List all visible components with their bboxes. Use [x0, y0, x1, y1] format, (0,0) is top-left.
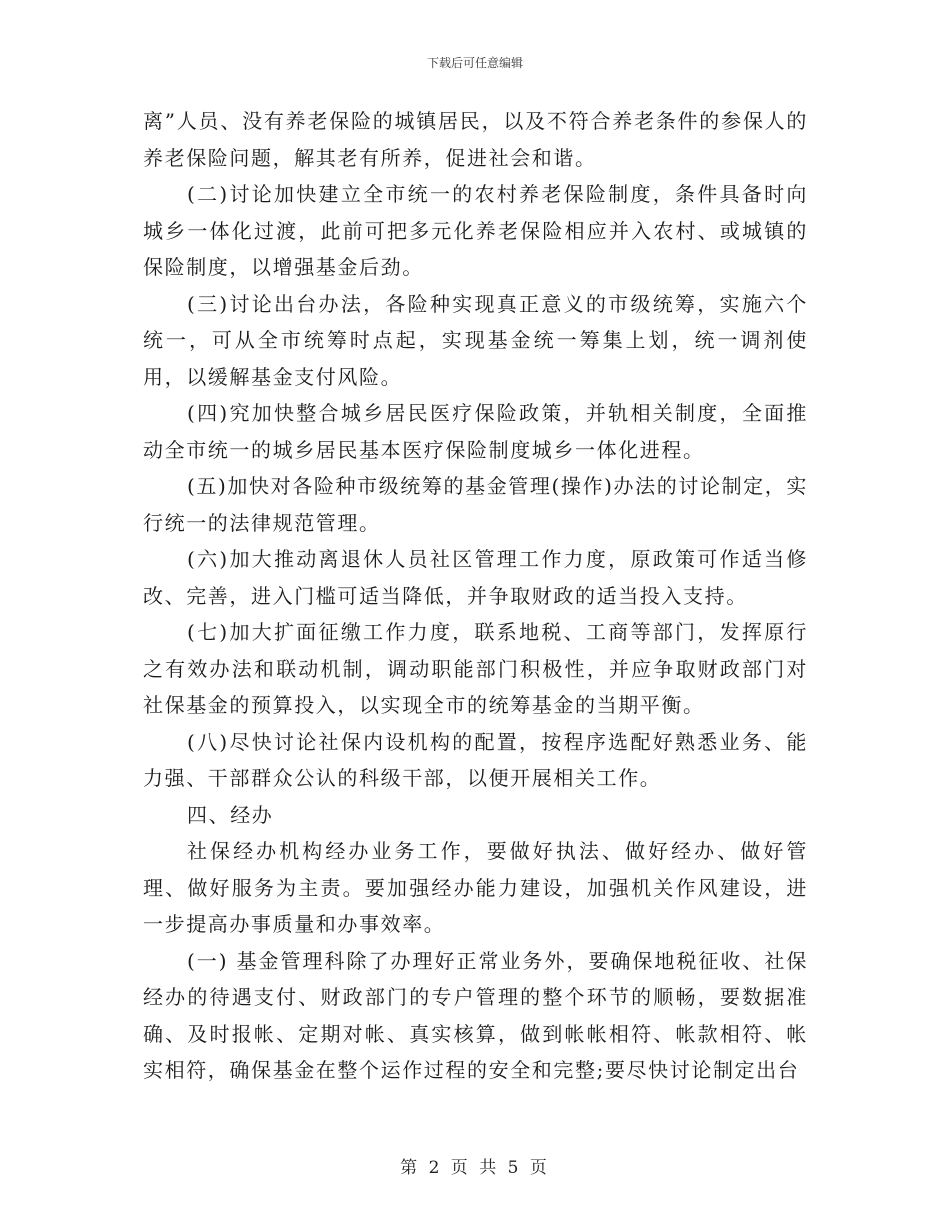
- paragraph-7: (七)加大扩面征缴工作力度，联系地税、工商等部门，发挥原行之有效办法和联动机制，调动职能部门积极性，并应争取财政部门对社保基金的预算投入，以实现全市的统筹基金的当期平衡。: [143, 620, 808, 717]
- document-body: [143, 103, 808, 1089]
- section-heading: 四、经办: [187, 802, 274, 827]
- page-header: 下载后可任意编辑: [426, 56, 523, 70]
- paragraph-6: (六)加大推动离退休人员社区管理工作力度，原政策可作适当修改、完善，进入门槛可适当降低，并争取财政的适当投入支持。: [143, 547, 808, 608]
- paragraph-2: (二)讨论加快建立全市统一的农村养老保险制度，条件具备时向城乡一体化过渡，此前可把多元化养老保险相应并入农村、或城镇的保险制度，以增强基金后劲。: [143, 182, 808, 279]
- paragraph-1: 离”人员、没有养老保险的城镇居民，以及不符合养老条件的参保人的养老保险问题，解其老有所养，促进社会和谐。: [143, 109, 808, 170]
- paragraph-8: (八)尽快讨论社保内设机构的配置，按程序选配好熟悉业务、能力强、干部群众公认的科级干部，以便开展相关工作。: [143, 729, 808, 790]
- paragraph-4: (四)究加快整合城乡居民医疗保险政策，并轨相关制度，全面推动全市统一的城乡居民基本医疗保险制度城乡一体化进程。: [143, 401, 808, 462]
- page-number: 第 2 页 共 5 页: [400, 1158, 550, 1178]
- paragraph-10: (一) 基金管理科除了办理好正常业务外，要确保地税征收、社保经办的待遇支付、财政部门的专户管理的整个环节的顺畅，要数据准确、及时报帐、定期对帐、真实核算，做到帐帐相符、帐款相符、帐实相符，确保基金在整个运作过程的安全和完整;要尽快讨论制定出台: [143, 948, 808, 1082]
- paragraph-9: 社保经办机构经办业务工作，要做好执法、做好经办、做好管理、做好服务为主责。要加强经办能力建设，加强机关作风建设，进一步提高办事质量和办事效率。: [143, 839, 808, 936]
- paragraph-5: (五)加快对各险种市级统筹的基金管理(操作)办法的讨论制定，实行统一的法律规范管理。: [143, 474, 808, 535]
- paragraph-3: (三)讨论出台办法，各险种实现真正意义的市级统筹，实施六个统一，可从全市统筹时点起，实现基金统一筹集上划，统一调剂使用，以缓解基金支付风险。: [143, 291, 808, 389]
